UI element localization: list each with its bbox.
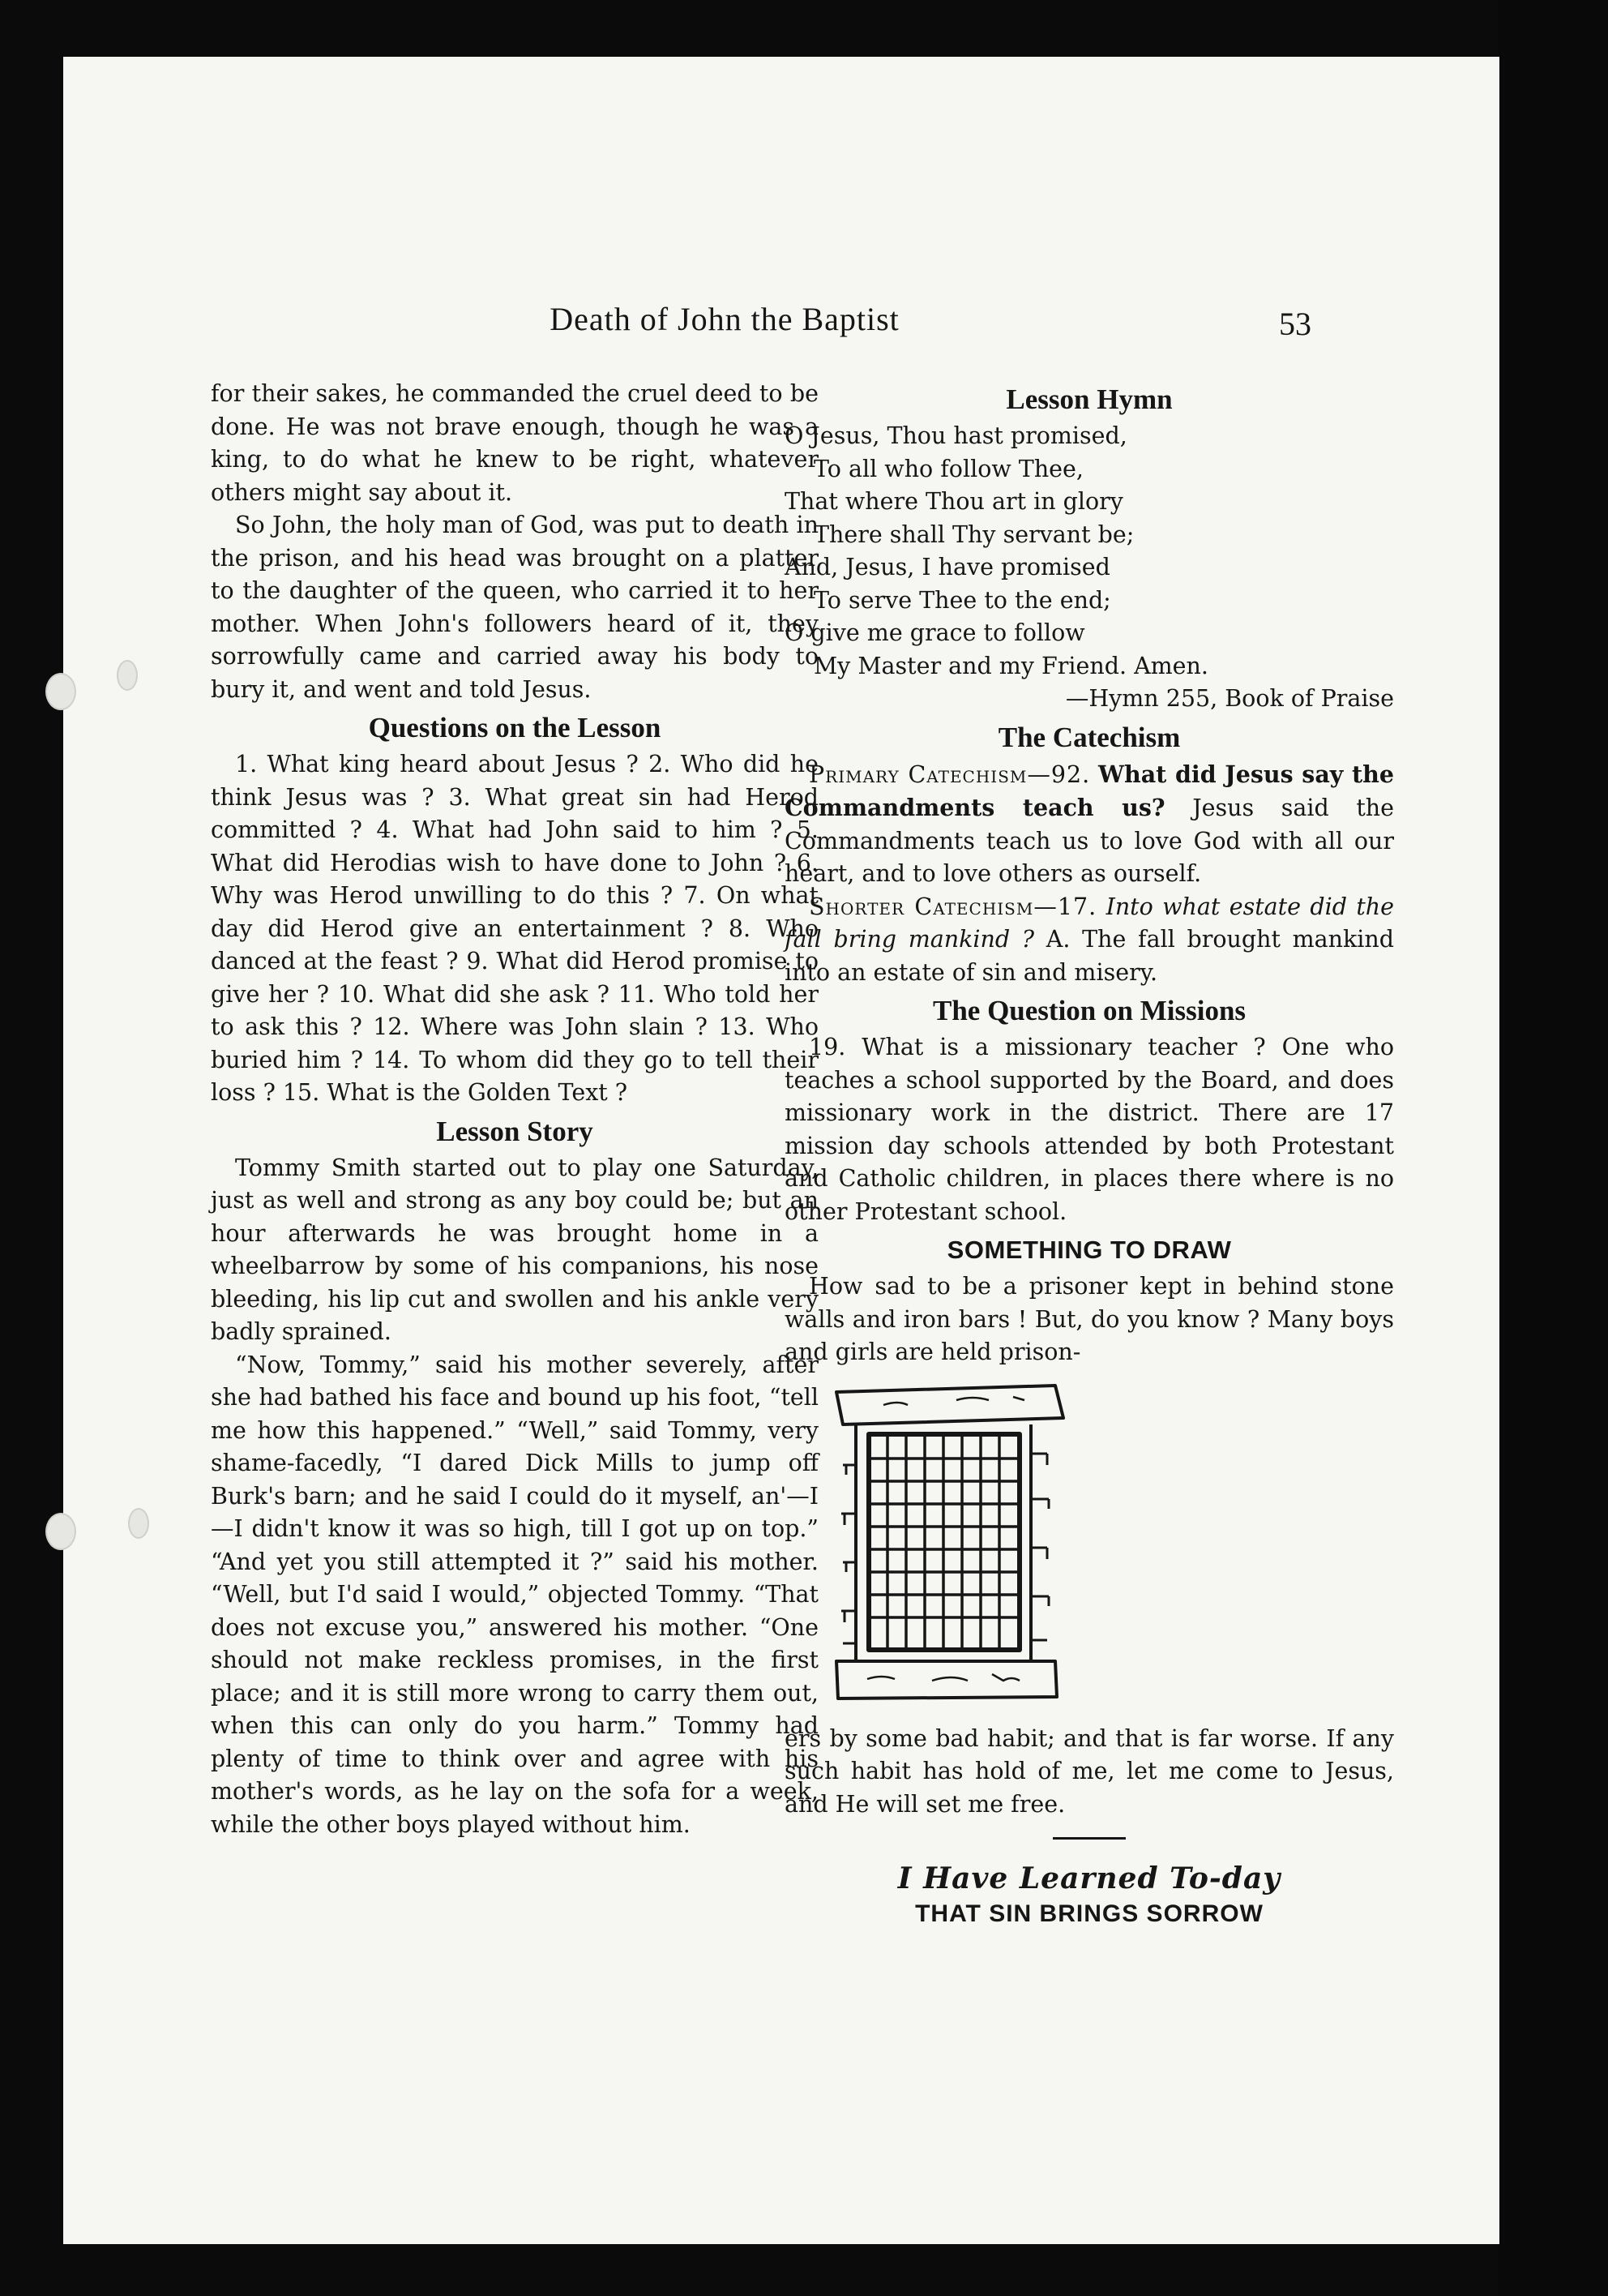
- iron-bars-grid: [869, 1434, 1020, 1650]
- running-head-text: Death of John the Baptist: [550, 301, 900, 337]
- prison-window-drawing: [785, 1376, 1394, 1716]
- learned-today-title: I Have Learned To-day: [897, 1861, 1281, 1895]
- missions-heading: The Question on Missions: [932, 995, 1247, 1026]
- book-page: [63, 57, 1499, 2244]
- draw-text-after: ers by some bad habit; and that is far worse. If any such habit has hold of me, let me come to Jesus, and He will set me free.: [785, 1724, 1394, 1818]
- learned-today-text: THAT SIN BRINGS SORROW: [915, 1900, 1264, 1927]
- hymn-line: There shall Thy servant be;: [814, 520, 1135, 548]
- hymn-line: To all who follow Thee,: [814, 455, 1084, 482]
- book-binding-edge: [1498, 0, 1608, 2296]
- questions-text: 1. What king heard about Jesus ? 2. Who did he think Jesus was ? 3. What great sin had Herod committed ? 4. What had John said to him ? 5. What did Herodias wish to have done to John ? 6. Why was Herod unwilling to do this ? 7. On what day did Herod give an entertainment ? 8. Who danced at the feast ? 9. What did Herod promise to give her ? 10. What did she ask ? 11. Who told her to ask this ? 12. Where was John slain ? 13. Who buried him ? 14. To whom did they go to tell their loss ? 15. What is the Golden Text ?: [211, 751, 819, 1106]
- shorter-catechism-answer: A. The fall brought mankind into an estate of sin and misery.: [785, 926, 1394, 986]
- hymn-line: O Jesus, Thou hast promised,: [785, 422, 1127, 449]
- hymn-line: That where Thou art in glory: [785, 488, 1123, 515]
- story-paragraph-1: Tommy Smith started out to play one Saturday, just as well and strong as any boy could be; but an hour afterwards he was brought home in a wheelbarrow by some of his companions, his nose bleeding, his lip cut and swollen and his ankle very badly sprained.: [211, 1154, 819, 1345]
- primary-catechism: [785, 758, 1394, 891]
- shorter-catechism-label: Shorter Catechism—17.: [809, 893, 1097, 920]
- shorter-catechism: [785, 891, 1394, 990]
- punch-hole-bottom: [45, 1513, 76, 1550]
- hymn-line: And, Jesus, I have promised: [785, 554, 1110, 580]
- primary-catechism-question: What did Jesus say the Commandments teach us?: [785, 760, 1394, 821]
- page-number: 53: [1279, 306, 1311, 342]
- hymn-line: To serve Thee to the end;: [814, 586, 1111, 614]
- story-heading: Lesson Story: [436, 1115, 593, 1147]
- story-paragraph-2: “Now, Tommy,” said his mother severely, after she had bathed his face and bound up his foot, “tell me how this happened.” “Well,” said Tommy, very shame-facedly, “I dared Dick Mills to jump off Burk's barn; and he said I could do it myself, an'—I—I didn't know it was so high, till I got up on top.” “And yet you still attempted it ?” said his mother. “Well, but I'd said I would,” objected Tommy. “That does not excuse you,” answered his mother. “One should not make reckless promises, in the first place; and it is still more wrong to carry them out, when this can only do you harm.” Tommy had plenty of time to think over and agree with his mother's words, as he lay on the sofa for a week, while the other boys played without him.: [211, 1351, 819, 1838]
- hymn-verse: [785, 420, 1394, 683]
- questions-heading: Questions on the Lesson: [368, 712, 661, 743]
- intro-paragraph-1: for their sakes, he commanded the cruel deed to be done. He was not brave enough, though he was a king, to do what he knew to be right, whatever others might say about it.: [211, 380, 819, 506]
- primary-catechism-label: Primary Catechism—92.: [809, 760, 1091, 788]
- section-divider-rule: [1053, 1837, 1126, 1840]
- punch-hole-top: [45, 673, 76, 710]
- shorter-catechism-question: Into what estate did the fall bring mankind ?: [785, 893, 1394, 953]
- catechism-heading: The Catechism: [998, 721, 1181, 753]
- draw-heading: SOMETHING TO DRAW: [947, 1236, 1232, 1264]
- right-column: [785, 378, 1394, 1930]
- missions-text: 19. What is a missionary teacher ? One who teaches a school supported by the Board, and does missionary work in the district. There are 17 mission day schools attended by both Protestant and Catholic children, in places there where is no other Protestant school.: [785, 1034, 1394, 1225]
- punch-hole-shadow-bottom: [128, 1508, 149, 1539]
- prison-window-illustration: [819, 1376, 1337, 1716]
- stone-lintel-top: [836, 1386, 1063, 1424]
- primary-catechism-answer: Jesus said the Commandments teach us to love God with all our heart, and to love others as ourself.: [785, 795, 1394, 887]
- scan-left-margin: [0, 0, 63, 2296]
- draw-text-before: How sad to be a prisoner kept in behind stone walls and iron bars ! But, do you know ? Many boys and girls are held prison-: [785, 1273, 1394, 1365]
- scan-bottom-border: [0, 2244, 1608, 2296]
- hymn-credit: —Hymn 255, Book of Praise: [1065, 685, 1394, 712]
- hymn-line: My Master and my Friend. Amen.: [814, 652, 1208, 679]
- intro-paragraph-2: So John, the holy man of God, was put to death in the prison, and his head was brought on a platter to the daughter of the queen, who carried it to her mother. When John's followers heard of it, they sorrowfully came and carried away his body to bury it, and went and told Jesus.: [211, 512, 819, 703]
- hymn-heading: Lesson Hymn: [1006, 383, 1173, 415]
- stone-sill-bottom: [836, 1661, 1057, 1698]
- punch-hole-shadow-top: [117, 660, 138, 691]
- scan-top-border: [0, 0, 1608, 57]
- left-column: [211, 378, 819, 1841]
- hymn-line: O give me grace to follow: [785, 619, 1085, 646]
